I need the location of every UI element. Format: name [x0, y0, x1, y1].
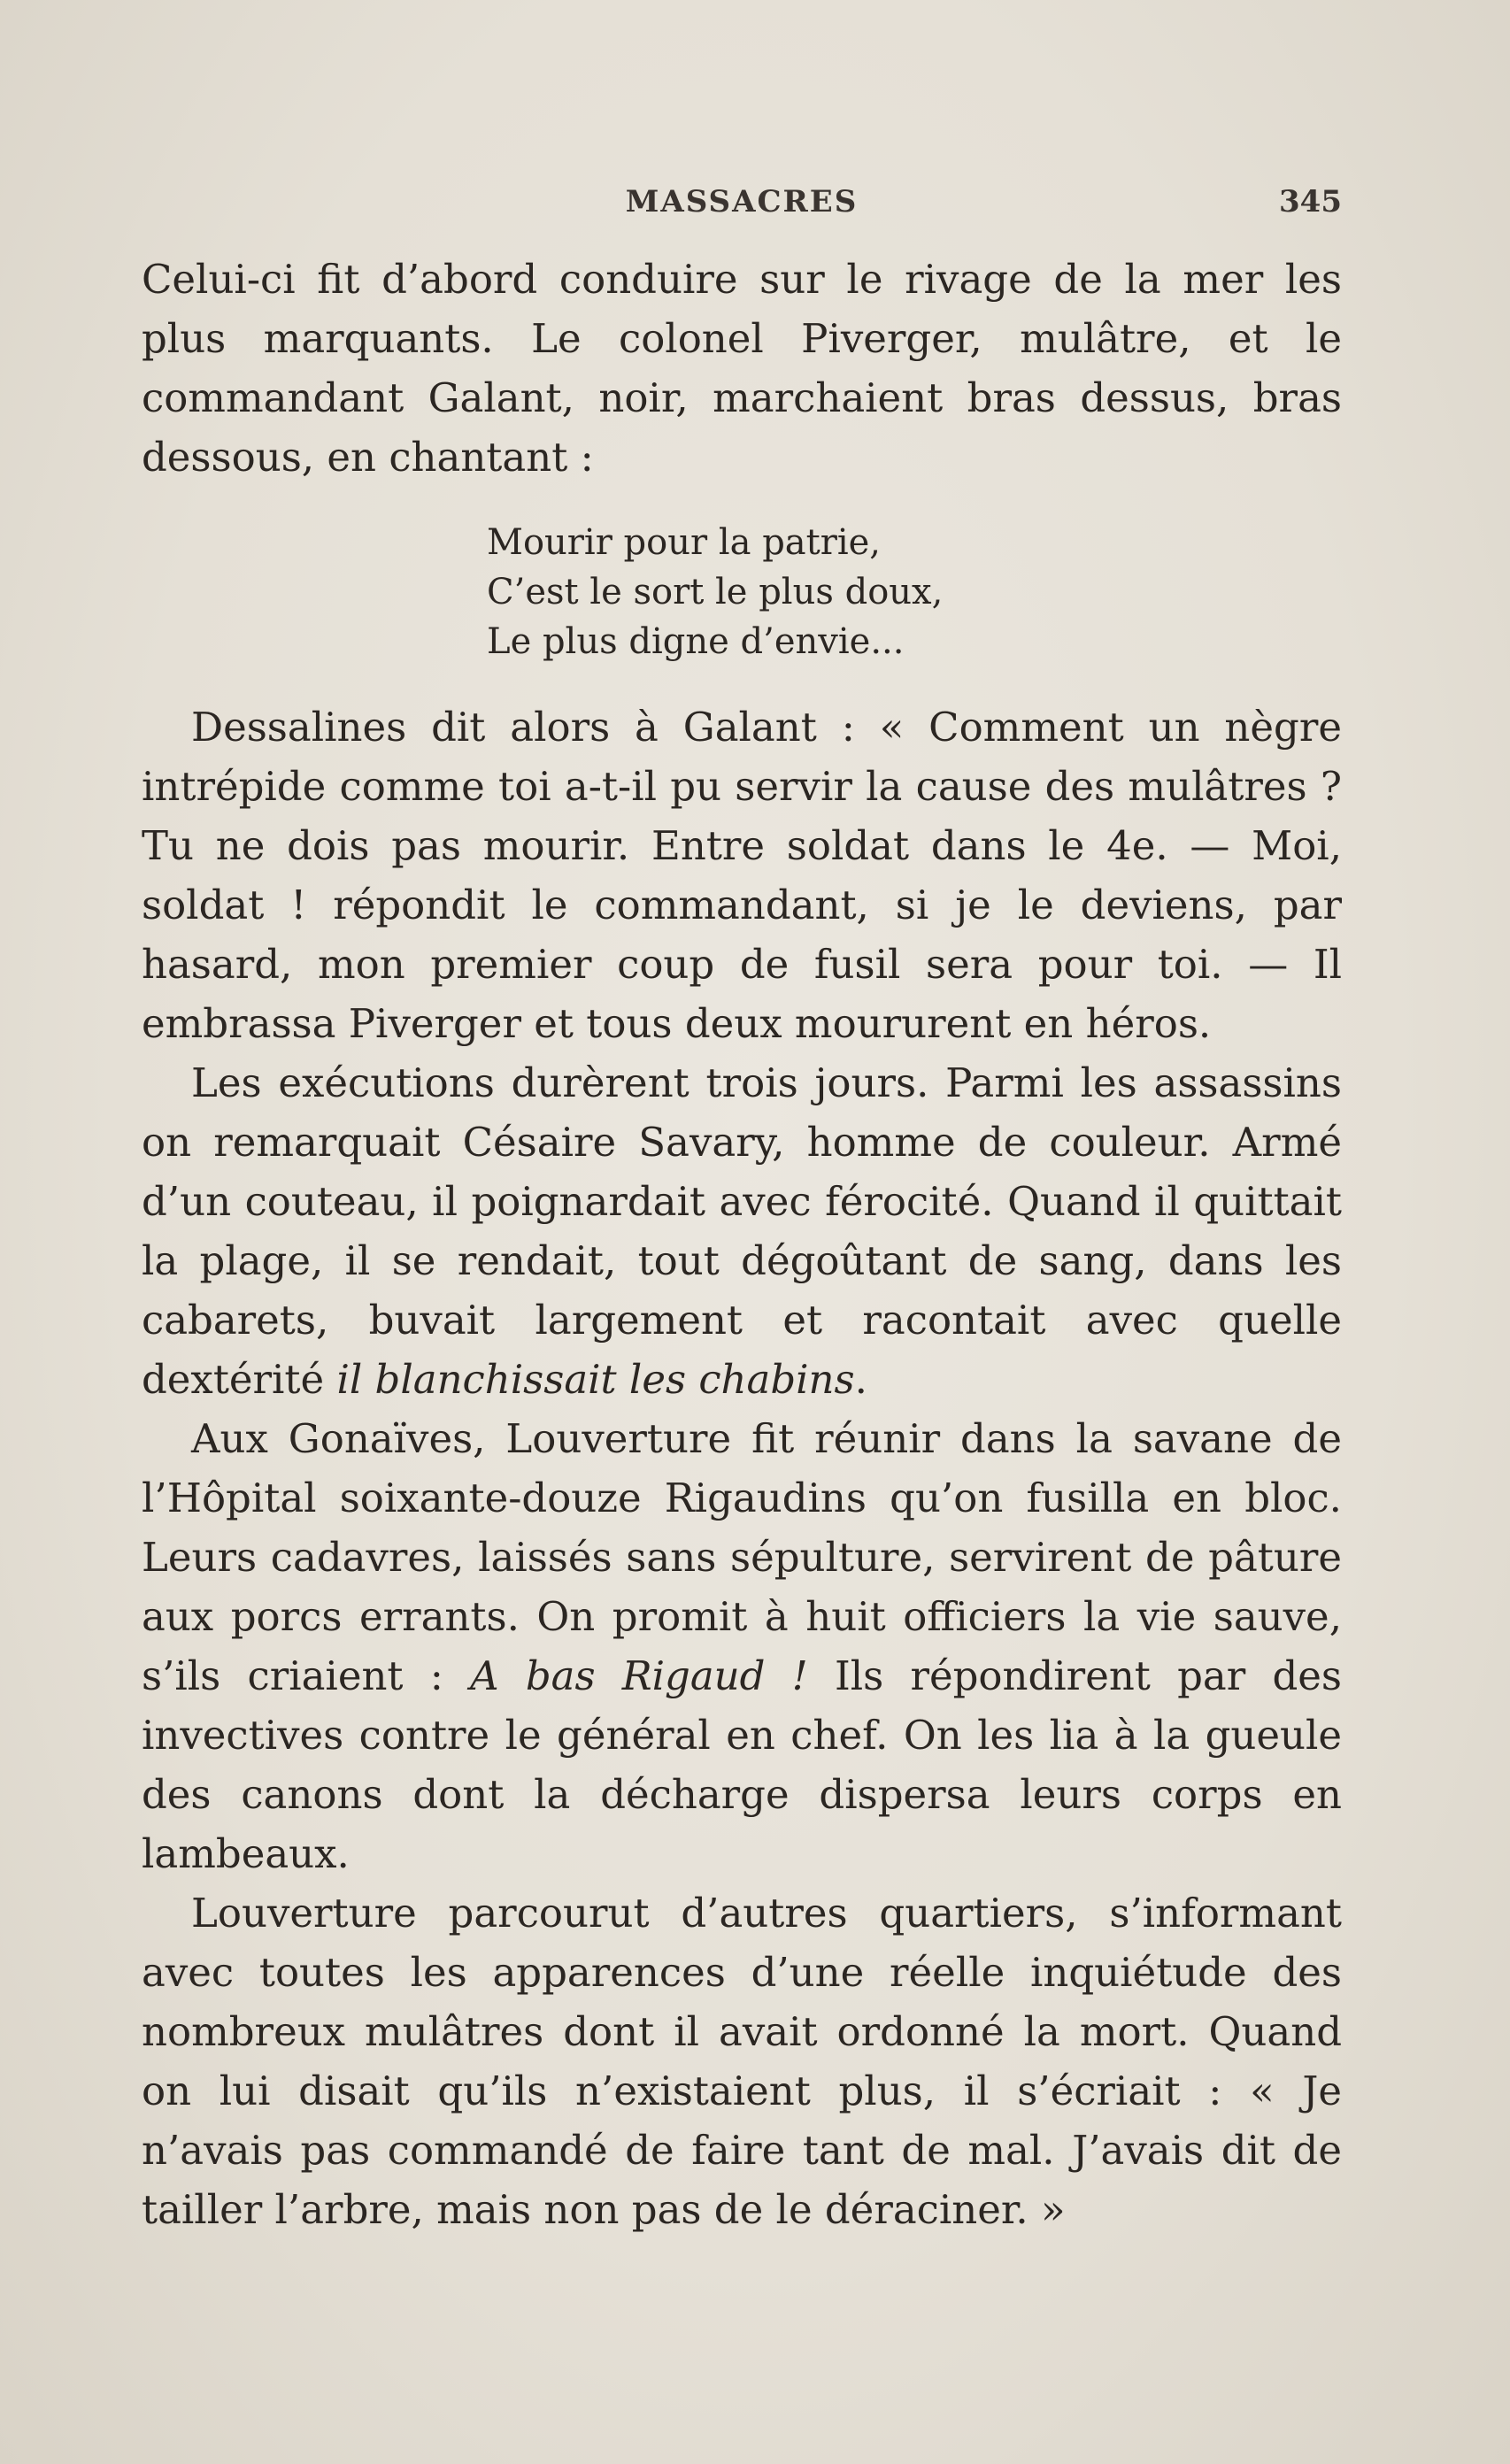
verse-line-3: Le plus digne d’envie...	[487, 621, 905, 662]
running-head	[142, 184, 1342, 228]
verse-line-2: C’est le sort le plus doux,	[487, 572, 944, 612]
paragraph-4-text: Aux Gonaïves, Louverture fit réunir dans la savane de l’Hôpital soixante-douze Rigaudins qu’on fusilla en bloc. Leurs cadavres, laissés sans sépulture, servirent de pâture aux porcs errants. On promit à huit officiers la vie sauve, s’ils criaient :	[142, 1415, 1342, 1699]
body-text	[142, 250, 1342, 2239]
paragraph-3	[142, 1053, 1342, 1409]
verse-quote	[487, 518, 1342, 666]
page-number: 345	[1279, 184, 1342, 219]
paragraph-4-end: Ils répondirent par des invectives contre le général en chef. On les lia à la gueule des canons dont la décharge dispersa leurs corps en lambeaux.	[142, 1652, 1342, 1877]
paragraph-5: Louverture parcourut d’autres quartiers, s’informant avec toutes les apparences d’une réelle inquiétude des nombreux mulâtres dont il avait ordonné la mort. Quand on lui disait qu’ils n’existaient plus, il s’écriait : « Je n’avais pas commandé de faire tant de mal. J’avais dit de tailler l’arbre, mais non pas de le déraciner. »	[142, 1890, 1342, 2233]
paragraph-2: Dessalines dit alors à Galant : « Comment un nègre intrépide comme toi a-t-il pu servir la cause des mulâtres ? Tu ne dois pas mourir. Entre soldat dans le 4e. — Moi, soldat ! répondit le commandant, si je le deviens, par hasard, mon premier coup de fusil sera pour toi. — Il embrassa Piverger et tous deux moururent en héros.	[142, 704, 1342, 1047]
verse-line-1: Mourir pour la patrie,	[487, 522, 882, 563]
paragraph-3-italic: il blanchissait les chabins	[336, 1356, 855, 1403]
paragraph-4-italic: A bas Rigaud !	[470, 1652, 808, 1699]
paragraph-3-text: Les exécutions durèrent trois jours. Parmi les assassins on remarquait Césaire Savary, homme de couleur. Armé d’un couteau, il poignardait avec férocité. Quand il quittait la plage, il se rendait, tout dégoûtant de sang, dans les cabarets, buvait largement et racontait avec quelle dextérité	[142, 1059, 1342, 1403]
running-title: MASSACRES	[625, 184, 859, 219]
paragraph-4	[142, 1409, 1342, 1883]
paragraph-1: Celui-ci fit d’abord conduire sur le rivage de la mer les plus marquants. Le colonel Piverger, mulâtre, et le commandant Galant, noir, marchaient bras dessus, bras dessous, en chantant :	[142, 256, 1342, 481]
paragraph-3-end: .	[854, 1356, 867, 1403]
